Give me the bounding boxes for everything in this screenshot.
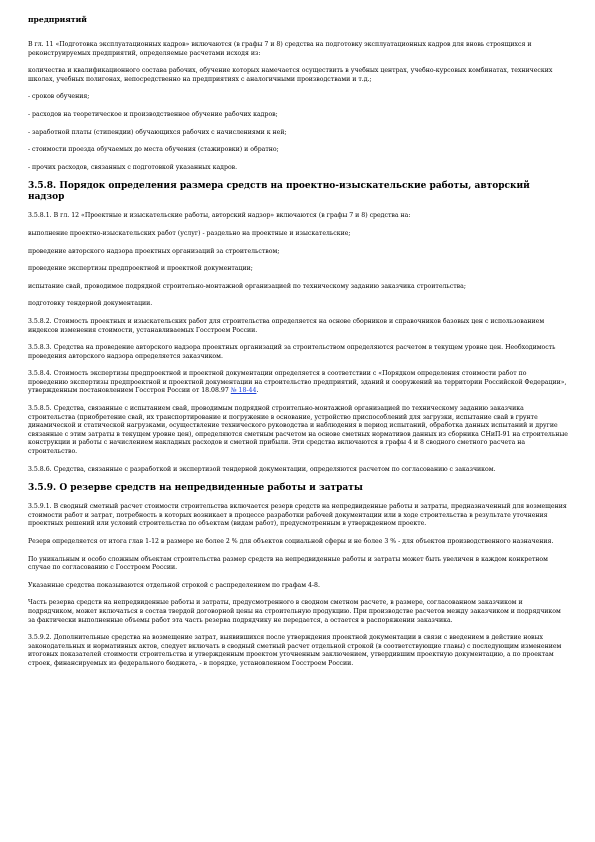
paragraph: количества и квалификационного состава рабочих, обучение которых намечается осуществить в учебных центрах, учебно-курсовых комбинатах, технических школах, учебных полигонах, непосредственно на предприятиях с аналогичными производствами и т.д.; — [28, 67, 553, 83]
paragraph: 3.5.9.2. Дополнительные средства на возмещение затрат, выявившихся после утверждения проектной документации в связи с введением в действие новых законодательных и нормативных актов, следует включать в сводный сметный расчет отдельной строкой (в соответствующие главы) с последующим изменением итоговых показателей стоимости строительства и утвержденным проектом уточненным заключением, утвердившим проектную документацию, а по проектам строек, финансируемых из федерального бюджета, - в порядке, установленном Госстроем России. — [28, 634, 562, 667]
list-item: подготовку тендерной документации. — [28, 300, 153, 308]
list-item: проведение экспертизы предпроектной и проектной документации; — [28, 265, 253, 273]
paragraph: 3.5.9.1. В сводный сметный расчет стоимости строительства включается резерв средств на непредвиденные работы и затраты, предназначенный для возмещения стоимости работ и затрат, потребность в которых возникает в процессе разработки рабочей документации или в ходе строительства в результате уточнения проектных решений или условий строительства по объектам (видам работ), предусмотренным в утвержденном проекте. — [28, 503, 567, 528]
section-heading-3-5-9: 3.5.9. О резерве средств на непредвиденные работы и затраты — [28, 483, 363, 494]
paragraph: По уникальным и особо сложным объектам строительства размер средств на непредвиденные работы и затраты может быть увеличен в каждом конкретном случае по согласованию с Госстроем России. — [28, 555, 548, 572]
paragraph: 3.5.8.6. Средства, связанные с разработкой и экспертизой тендерной документации, определяются расчетом по согласованию с заказчиком. — [28, 465, 496, 473]
paragraph-text: 3.5.8.4. Стоимость экспертизы предпроектной и проектной документации определяется в соответствии с «Порядком определения стоимости работ по проведению экспертизы предпроектной и проектной документации на строительство предприятий, зданий и сооружений на территории Российской Федерации», утвержденным постановлением Госстроя России от 18.08.97 — [28, 370, 567, 395]
list-item: проведение авторского надзора проектных организаций за строительством; — [28, 247, 280, 255]
paragraph: 3.5.8.1. В гл. 12 «Проектные и изыскательские работы, авторский надзор» включаются (в графы 7 и 8) средства на: — [28, 212, 411, 220]
list-item: испытание свай, проводимое подрядной строительно-монтажной организацией по техническому заданию заказчика строительства; — [28, 282, 466, 290]
paragraph: 3.5.8.3. Средства на проведение авторского надзора проектных организаций за строительством определяются расчетом в текущем уровне цен. Необходимость проведения авторского надзора определяется заказчиком. — [28, 344, 556, 360]
list-item: - расходов на теоретическое и производственное обучение рабочих кадров; — [28, 110, 278, 118]
paragraph: Указанные средства показываются отдельной строкой с распределением по графам 4-8. — [28, 581, 320, 589]
list-item: - прочих расходов, связанных с подготовкой указанных кадров. — [28, 163, 238, 171]
paragraph: 3.5.8.2. Стоимость проектных и изыскательских работ для строительства определяется на основе сборников и справочников базовых цен с использованием индексов изменения стоимости, устанавливаемых Госстроем России. — [28, 317, 545, 334]
paragraph: Резерв определяется от итога глав 1-12 в размере не более 2 % для объектов социальной сферы и не более 3 % - для объектов производственного назначения. — [28, 538, 554, 545]
paragraph-3-5-8-4 — [28, 370, 568, 396]
list-item: выполнение проектно-изыскательских работ (услуг) - раздельно на проектные и изыскательские; — [28, 229, 351, 237]
paragraph: Часть резерва средств на непредвиденные работы и затраты, предусмотренного в сводном сметном расчете, в размере, согласованном заказчиком и подрядчиком, может включаться в состав твердой договорной цены на строительную продукцию. При производстве расчетов между заказчиком и подрядчиком за фактически выполненные объемы работ эта часть резерва подрядчику не передается, а остается в распоряжении заказчика. — [28, 599, 561, 624]
list-item: - сроков обучения; — [28, 93, 90, 101]
list-item: - заработной платы (стипендии) обучающихся рабочих с начислениями к ней; — [28, 128, 287, 136]
lead-heading: предприятий — [28, 15, 87, 24]
paragraph: В гл. 11 «Подготовка эксплуатационных кадров» включаются (в графы 7 и 8) средства на подготовку эксплуатационных кадров для вновь строящихся и реконструируемых предприятий, определяемые расчетами исходя из: — [28, 41, 532, 57]
decree-link[interactable]: № 18-44 — [230, 387, 257, 395]
paragraph-end: . — [256, 387, 259, 395]
paragraph: 3.5.8.5. Средства, связанные с испытанием свай, проводимым подрядной строительно-монтажной организацией по техническому заданию заказчика строительства (приобретение свай, их транспортирование и погружение в основание, устройство приспособлений для загрузки, испытание свай в грунте динамической и статической нагрузками, осуществление технического руководства и наблюдения в период испытаний, обработка данных испытаний и другие связанные с этим затраты в текущем уровне цен), определяются сметным расчетом на основе сметных нормативов данных из сборника СНиП-91 на строительные конструкции и работы с начислением накладных расходов и сметной прибыли. Эти средства включаются в графы 4 и 8 сводного сметного расчета на строительство. — [28, 405, 568, 456]
document-body — [28, 14, 568, 678]
list-item: - стоимости проезда обучаемых до места обучения (стажировки) и обратно; — [28, 146, 279, 154]
section-heading-3-5-8: 3.5.8. Порядок определения размера средств на проектно-изыскательские работы, авторский надзор — [28, 181, 530, 203]
